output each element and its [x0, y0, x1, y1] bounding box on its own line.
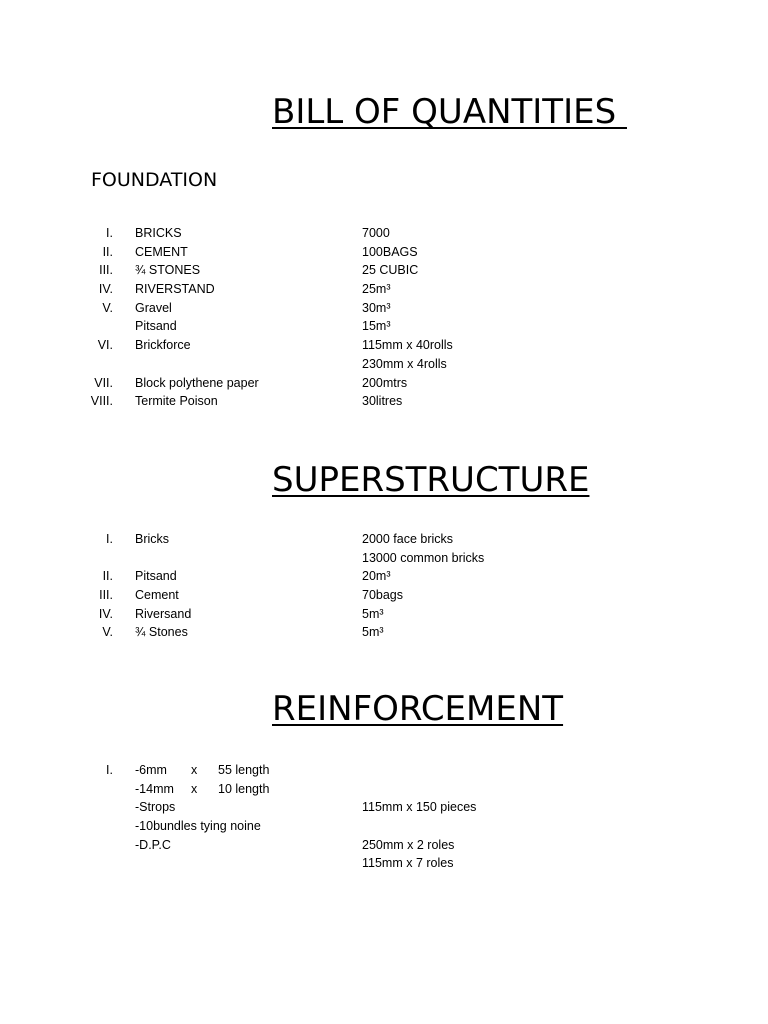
list-item [0, 623, 768, 642]
item-number: VIII. [90, 394, 113, 409]
item-number: V. [102, 300, 113, 315]
item-quantity: 30m³ [362, 300, 391, 315]
item-quantity: 25m³ [362, 282, 391, 297]
item-name: -Strops [135, 800, 176, 815]
item-number: VI. [97, 338, 113, 353]
list-item [0, 374, 768, 393]
item-quantity: 200mtrs [362, 375, 408, 390]
item-number: II. [102, 569, 113, 584]
item-name: Block polythene paper [135, 375, 259, 390]
item-number: I. [106, 226, 113, 240]
list-item [0, 243, 768, 262]
item-number: IV. [98, 282, 113, 297]
item-quantity: 70bags [362, 588, 404, 603]
times-sign: x [191, 763, 198, 777]
bar-length: 10 length [218, 781, 270, 796]
item-quantity: 115mm x 150 pieces [362, 800, 477, 815]
item-name [135, 761, 269, 780]
item-name: -D.P.C [135, 837, 171, 852]
item-quantity: 230mm x 4rolls [362, 356, 447, 371]
bar-length: 55 length [218, 763, 270, 777]
item-quantity: 5m³ [362, 625, 384, 640]
item-quantity: 25 CUBIC [362, 263, 419, 278]
list-item [0, 605, 768, 624]
item-name: Brickforce [135, 338, 191, 353]
item-quantity: 15m³ [362, 319, 391, 334]
item-name: ¾ Stones [135, 625, 188, 640]
list-item [0, 299, 768, 318]
item-quantity: 13000 common bricks [362, 550, 485, 565]
list-item [0, 780, 768, 799]
item-quantity: 115mm x 7 roles [362, 856, 454, 871]
item-number: I. [106, 763, 113, 777]
item-name: Riversand [135, 606, 192, 621]
superstructure-heading: SUPERSTRUCTURE [272, 460, 590, 500]
item-number: VII. [94, 375, 113, 390]
item-number: V. [102, 625, 113, 640]
item-name: Pitsand [135, 569, 177, 584]
item-quantity: 250mm x 2 roles [362, 837, 455, 852]
bar-size: -14mm [135, 781, 174, 796]
foundation-heading: FOUNDATION [91, 169, 218, 191]
item-quantity: 2000 face bricks [362, 532, 454, 546]
list-item [0, 854, 768, 873]
item-quantity: 5m³ [362, 606, 384, 621]
list-item [0, 530, 768, 549]
bar-size: -6mm [135, 763, 167, 777]
item-quantity: 30litres [362, 394, 403, 409]
item-name: -10bundles tying noine [135, 819, 261, 834]
item-quantity: 7000 [362, 226, 390, 240]
reinforcement-list [0, 761, 768, 873]
list-item [0, 761, 768, 780]
list-item [0, 798, 768, 817]
list-item [0, 261, 768, 280]
item-number: II. [102, 244, 113, 259]
list-item [0, 355, 768, 374]
superstructure-list [0, 530, 768, 642]
list-item [0, 817, 768, 836]
list-item [0, 392, 768, 411]
item-name: BRICKS [135, 226, 182, 240]
list-item [0, 280, 768, 299]
item-name: Bricks [135, 532, 170, 546]
item-name [135, 780, 269, 799]
item-name: CEMENT [135, 244, 188, 259]
item-number: I. [106, 532, 113, 546]
reinforcement-heading: REINFORCEMENT [272, 689, 564, 729]
item-quantity: 100BAGS [362, 244, 418, 259]
item-name: RIVERSTAND [135, 282, 215, 297]
item-name: Gravel [135, 300, 172, 315]
list-item [0, 224, 768, 243]
item-number: III. [99, 263, 113, 278]
list-item [0, 586, 768, 605]
foundation-list [0, 224, 768, 411]
item-name: Pitsand [135, 319, 177, 334]
item-quantity: 20m³ [362, 569, 391, 584]
item-quantity: 115mm x 40rolls [362, 338, 453, 353]
item-name: Cement [135, 588, 179, 603]
list-item [0, 567, 768, 586]
list-item [0, 317, 768, 336]
item-number: IV. [98, 606, 113, 621]
list-item [0, 836, 768, 855]
item-number: III. [99, 588, 113, 603]
item-name: Termite Poison [135, 394, 218, 409]
list-item [0, 549, 768, 568]
list-item [0, 336, 768, 355]
times-sign: x [191, 781, 198, 796]
document-title: BILL OF QUANTITIES [272, 92, 627, 132]
item-name: ¾ STONES [135, 263, 201, 278]
